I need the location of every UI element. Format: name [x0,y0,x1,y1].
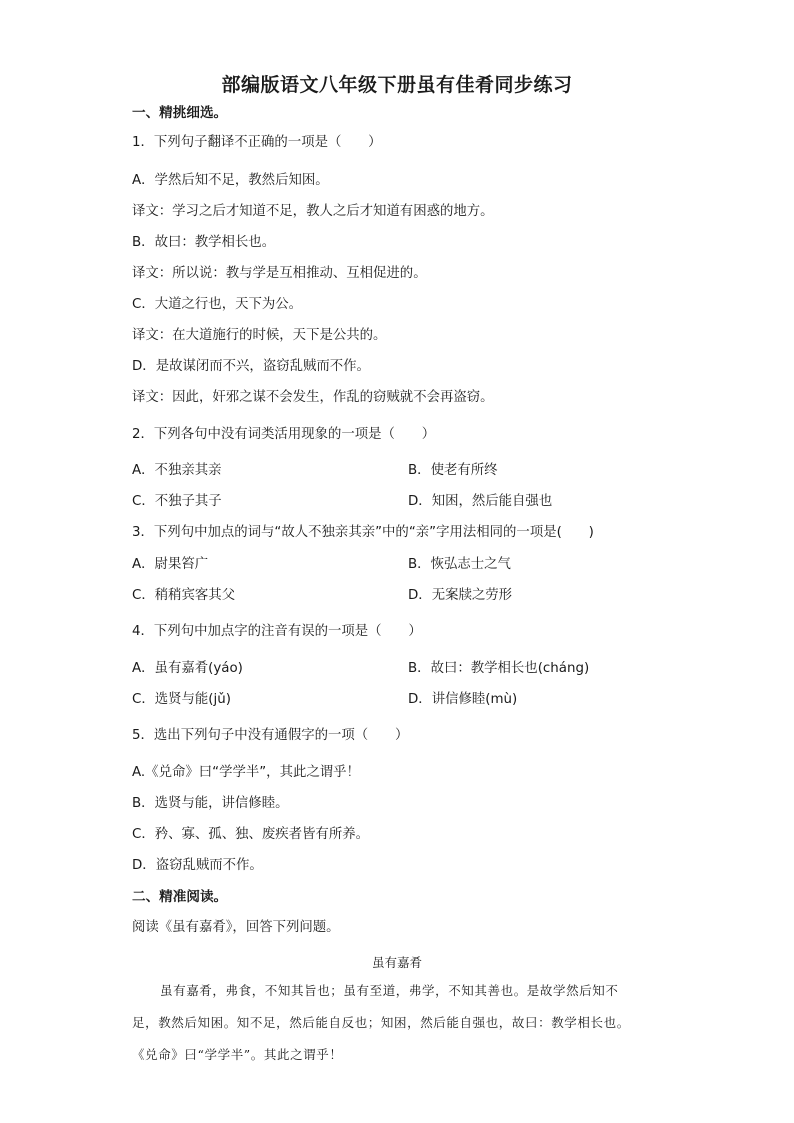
section-heading-1: 一、精挑细选。 [132,105,228,121]
page-title: 部编版语文八年级下册虽有佳肴同步练习 [221,74,573,96]
question-3-option-c: C．稍稍宾客其父 [132,588,236,603]
question-4-stem: 4．下列句中加点字的注音有误的一项是（ ） [132,624,422,639]
question-1-option-d: D．是故谋闭而不兴，盗窃乱贼而不作。 [132,359,370,374]
question-2-option-d: D．知困，然后能自强也 [408,494,553,509]
question-1-option-a-translation: 译文：学习之后才知道不足，教人之后才知道有困惑的地方。 [132,204,494,219]
question-4-option-c: C．选贤与能(jǔ) [132,692,231,707]
question-2-option-a: A．不独亲其亲 [132,463,222,478]
question-5-option-b: B．选贤与能，讲信修睦。 [132,796,289,811]
question-5-option-d: D．盗窃乱贼而不作。 [132,858,263,873]
passage-line-1: 虽有嘉肴，弗食，不知其旨也；虽有至道，弗学，不知其善也。是故学然后知不 [160,983,619,998]
question-1-option-d-translation: 译文：因此，奸邪之谋不会发生，作乱的窃贼就不会再盗窃。 [132,390,494,405]
question-4-option-d: D．讲信修睦(mù) [408,692,518,707]
question-1-option-b: B．故曰：教学相长也。 [132,235,276,250]
question-3-option-b: B．恢弘志士之气 [408,557,511,572]
question-5-option-c: C．矜、寡、孤、独、废疾者皆有所养。 [132,827,369,842]
question-3-option-d: D．无案牍之劳形 [408,588,513,603]
question-3-stem: 3．下列句中加点的词与“故人不独亲其亲”中的“亲”字用法相同的一项是( ) [132,525,594,540]
question-2-option-b: B．使老有所终 [408,463,498,478]
passage-line-2: 足，教然后知困。知不足，然后能自反也；知困，然后能自强也，故曰：教学相长也。 [132,1015,630,1030]
passage-line-3: 《兑命》曰“学学半”。其此之谓乎！ [132,1047,343,1062]
reading-instruction: 阅读《虽有嘉肴》，回答下列问题。 [132,920,340,935]
question-5-stem: 5．选出下列句子中没有通假字的一项（ ） [132,728,409,743]
question-5-option-a: A.《兑命》曰“学学半”，其此之谓乎！ [132,765,360,780]
passage-title: 虽有嘉肴 [371,955,422,970]
question-2-option-c: C．不独子其子 [132,494,222,509]
question-3-option-a: A．尉果笞广 [132,557,209,572]
question-4-option-a: A．虽有嘉肴(yáo) [132,661,243,676]
question-1-option-c-translation: 译文：在大道施行的时候，天下是公共的。 [132,328,387,343]
question-2-stem: 2．下列各句中没有词类活用现象的一项是（ ） [132,427,436,442]
question-1-stem: 1．下列句子翻译不正确的一项是（ ） [132,135,382,150]
section-heading-2: 二、精准阅读。 [132,889,228,905]
question-1-option-b-translation: 译文：所以说：教与学是互相推动、互相促进的。 [132,266,427,281]
question-4-option-b: B．故曰：教学相长也(cháng) [408,661,590,676]
question-1-option-a: A．学然后知不足，教然后知困。 [132,173,329,188]
question-1-option-c: C．大道之行也，天下为公。 [132,297,303,312]
